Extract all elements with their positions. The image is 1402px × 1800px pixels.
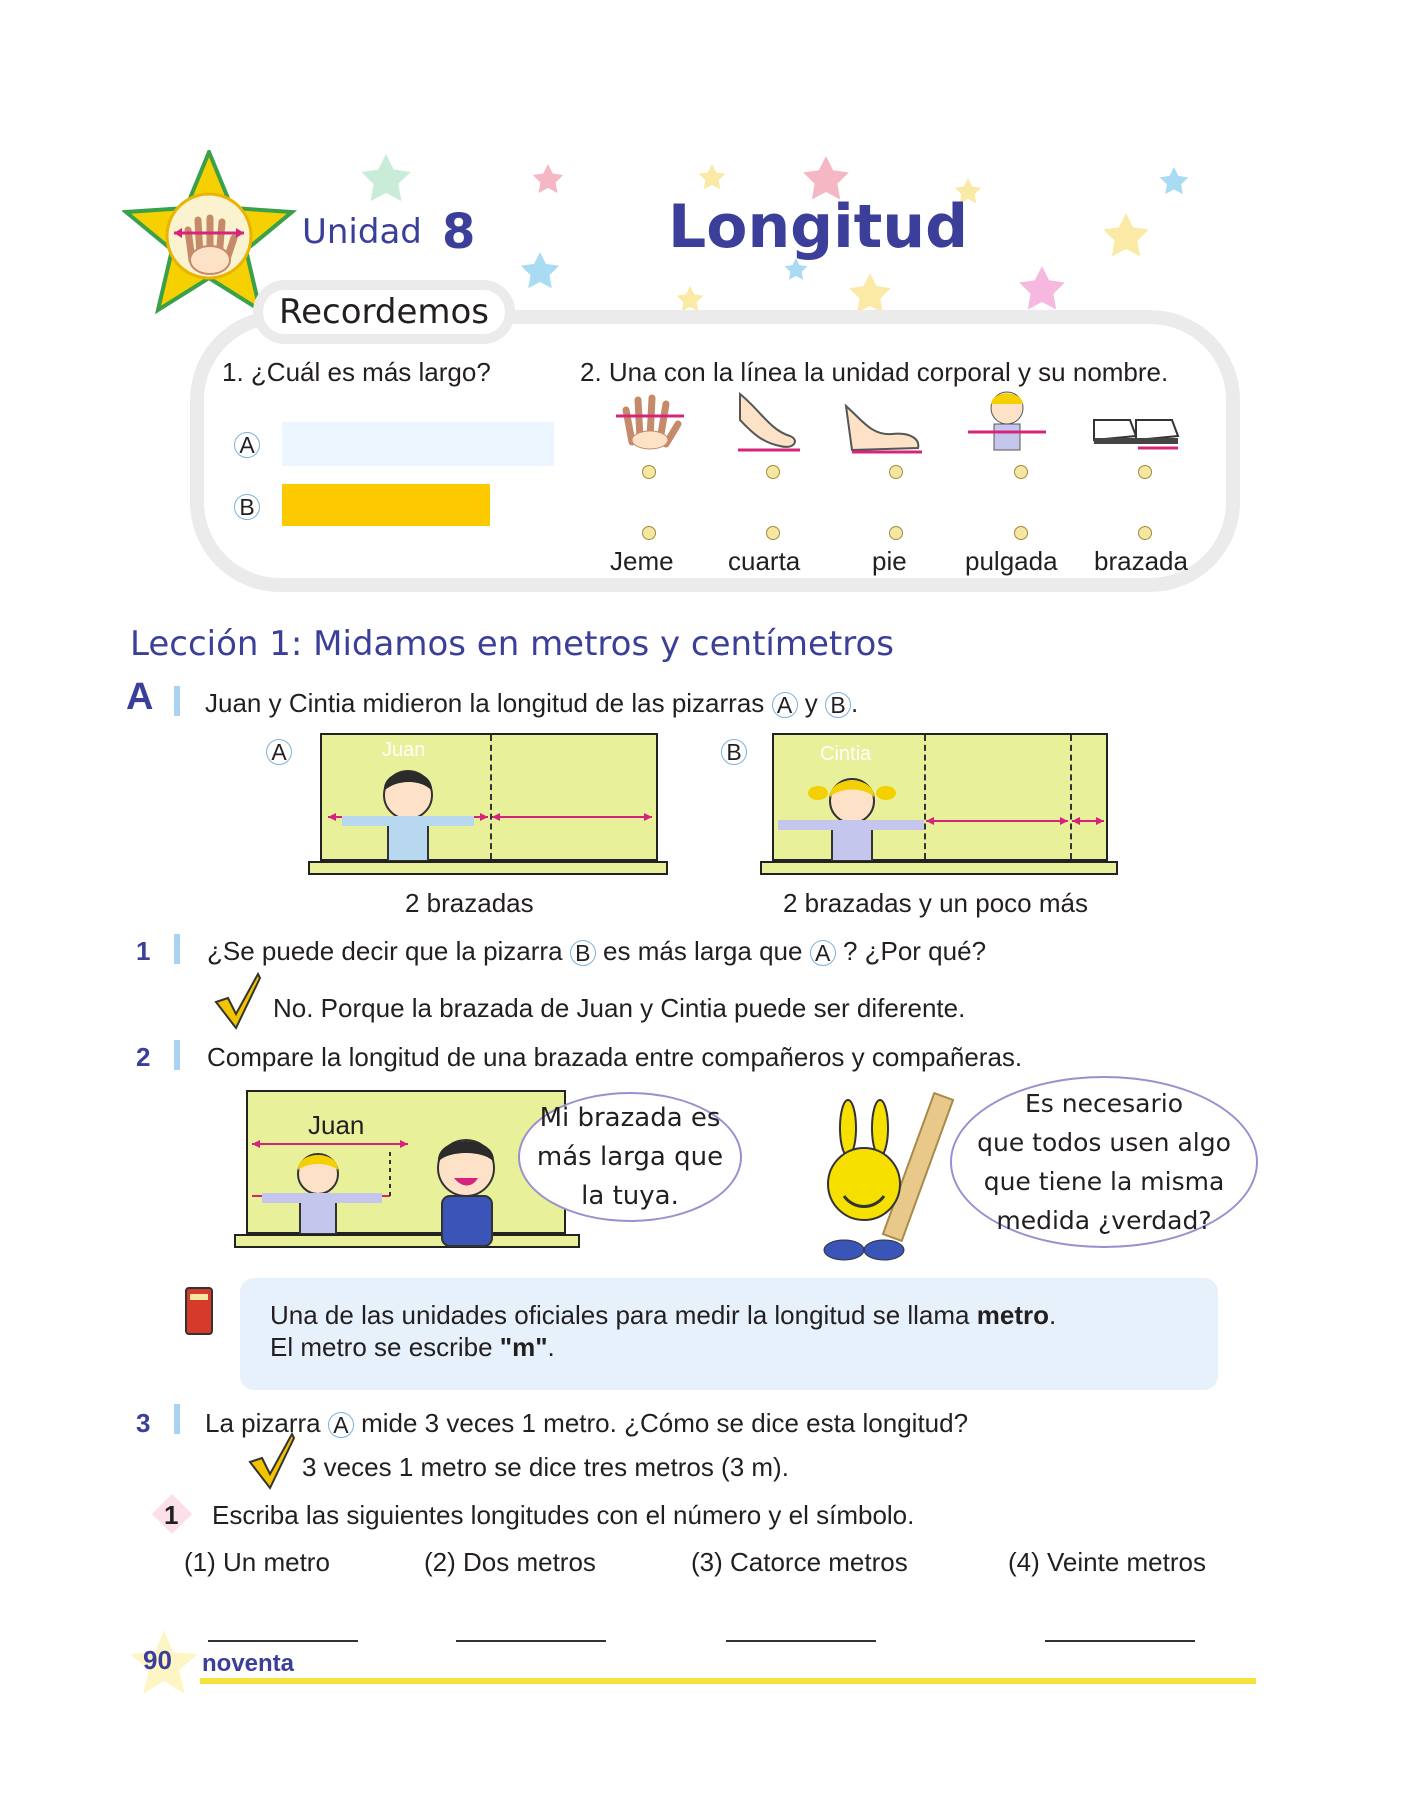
star-icon: [521, 252, 559, 288]
q2-bar: [174, 1040, 180, 1070]
q1-answer: No. Porque la brazada de Juan y Cintia puede ser diferente.: [273, 993, 966, 1023]
section-a-label: A: [126, 676, 154, 718]
answer-blank-3[interactable]: [726, 1640, 876, 1642]
bar-b: [282, 484, 490, 526]
board-b-ledge: [760, 861, 1118, 875]
q3-answer: 3 veces 1 metro se dice tres metros (3 m).: [302, 1452, 789, 1482]
match-dot[interactable]: [642, 465, 656, 479]
intro-text: [205, 688, 858, 719]
board-b: [772, 733, 1108, 861]
answer-blank-1[interactable]: [208, 1640, 358, 1642]
star-icon: [677, 286, 704, 311]
board-a-name: Juan: [382, 739, 426, 761]
name-jeme: Jeme: [610, 546, 674, 576]
board-b-caption: 2 brazadas y un poco más: [783, 888, 1088, 918]
note-line-2: [270, 1332, 555, 1363]
exercise-text: Escriba las siguientes longitudes con el número y el símbolo.: [212, 1500, 915, 1530]
exercise-number: 1: [164, 1500, 179, 1530]
note-line-1-pre: Una de las unidades oficiales para medir la longitud se llama: [270, 1300, 977, 1330]
speech-bubble-rabbit: [950, 1076, 1258, 1248]
bubble-rabbit-line: que todos usen algo: [977, 1128, 1231, 1157]
recordemos-label: Recordemos: [253, 280, 515, 344]
board-a: [320, 733, 658, 861]
board-b-name: Cintia: [820, 743, 872, 765]
q3-post: mide 3 veces 1 metro. ¿Cómo se dice esta longitud?: [361, 1408, 969, 1438]
q1-text: [207, 936, 986, 967]
note-line-1-bold: metro: [976, 1300, 1049, 1330]
board-a-badge: A: [266, 739, 292, 765]
pulgada-girl-icon: [962, 388, 1052, 454]
note-line-2-pre: El metro se escribe: [270, 1332, 500, 1362]
q3-text: [205, 1408, 968, 1439]
juan-pointing-icon: [426, 1134, 508, 1252]
board-a-ledge: [308, 861, 668, 875]
footer-line: [200, 1678, 1256, 1684]
section-bar: [174, 686, 180, 716]
board-b-badge: B: [721, 739, 747, 765]
q3-a-badge: A: [328, 1412, 354, 1438]
brazada-shoes-icon: [1090, 410, 1182, 452]
bubble-rabbit-line: que tiene la misma: [983, 1167, 1225, 1196]
answer-blank-2[interactable]: [456, 1640, 606, 1642]
bubble-boy-line: Mi brazada es: [539, 1102, 721, 1133]
note-line-2-end: .: [547, 1332, 555, 1362]
page-title: Longitud: [668, 192, 969, 262]
star-icon: [849, 273, 891, 313]
q1-number: 1: [136, 936, 151, 966]
star-icon: [1019, 266, 1065, 309]
checkmark-icon: [214, 972, 262, 1030]
note-line-1-end: .: [1049, 1300, 1057, 1330]
board-b-arrows: [774, 735, 1108, 861]
name-brazada: brazada: [1094, 546, 1188, 576]
page-number: 90: [143, 1645, 172, 1675]
unit-number: 8: [442, 204, 476, 260]
exercise-item-2: (2) Dos metros: [424, 1547, 596, 1577]
answer-blank-4[interactable]: [1045, 1640, 1195, 1642]
match-dot[interactable]: [1138, 526, 1152, 540]
exercise-item-4: (4) Veinte metros: [1008, 1547, 1206, 1577]
intro-end: .: [851, 688, 859, 718]
match-dot[interactable]: [1138, 465, 1152, 479]
intro-a-badge: A: [772, 692, 798, 718]
q1-post: ? ¿Por qué?: [842, 936, 987, 966]
star-icon: [1160, 167, 1189, 194]
exercise-item-1: (1) Un metro: [184, 1547, 330, 1577]
match-dot[interactable]: [766, 526, 780, 540]
star-icon: [699, 164, 726, 189]
intro-pre: Juan y Cintia midieron la longitud de las pizarras: [205, 688, 765, 718]
q1-a-badge: A: [810, 940, 836, 966]
book-icon: [182, 1284, 218, 1340]
bubble-boy-line: más larga que: [536, 1141, 724, 1172]
star-icon: [1103, 213, 1149, 256]
board-a-caption: 2 brazadas: [405, 888, 534, 918]
note-box: [240, 1278, 1218, 1390]
match-dot[interactable]: [766, 465, 780, 479]
option-b-badge: B: [234, 494, 260, 520]
bubble-boy-line: la tuya.: [581, 1180, 679, 1211]
note-line-1: [270, 1300, 1056, 1331]
option-a-badge: A: [234, 432, 260, 458]
rabbit-with-stick-icon: [808, 1092, 968, 1268]
review-question-2: 2. Una con la línea la unidad corporal y su nombre.: [580, 357, 1169, 387]
pie-foot-icon: [842, 400, 926, 460]
match-dot[interactable]: [889, 526, 903, 540]
star-icon: [361, 154, 410, 201]
note-line-2-bold: "m": [499, 1332, 548, 1362]
q3-pre: La pizarra: [205, 1408, 321, 1438]
lesson-title: Lección 1: Midamos en metros y centímetros: [130, 624, 894, 664]
q2-text: Compare la longitud de una brazada entre compañeros y compañeras.: [207, 1042, 1023, 1072]
bar-a: [282, 422, 554, 466]
intro-b-badge: B: [825, 692, 851, 718]
name-cuarta: cuarta: [728, 546, 801, 576]
q1-mid: es más larga que: [603, 936, 803, 966]
intro-y: y: [804, 688, 818, 718]
cuarta-hand-icon: [730, 390, 810, 460]
jeme-hand-icon: [610, 390, 690, 450]
board-c-name: Juan: [308, 1110, 365, 1140]
match-dot[interactable]: [889, 465, 903, 479]
name-pie: pie: [872, 546, 907, 576]
q1-bar: [174, 934, 180, 964]
bubble-rabbit-line: medida ¿verdad?: [996, 1206, 1212, 1235]
exercise-item-3: (3) Catorce metros: [691, 1547, 908, 1577]
checkmark-icon: [248, 1432, 296, 1490]
speech-bubble-boy: [518, 1092, 742, 1222]
page-word: noventa: [202, 1650, 295, 1677]
match-dot[interactable]: [1014, 526, 1028, 540]
q1-b-badge: B: [570, 940, 596, 966]
q3-bar: [174, 1404, 180, 1434]
unit-label: Unidad: [302, 212, 422, 252]
q2-number: 2: [136, 1042, 151, 1072]
review-question-1: 1. ¿Cuál es más largo?: [222, 357, 491, 387]
name-pulgada: pulgada: [965, 546, 1058, 576]
star-icon: [533, 164, 563, 193]
bubble-rabbit-line: Es necesario: [1025, 1089, 1183, 1118]
match-dot[interactable]: [1014, 465, 1028, 479]
board-c-ledge: [234, 1234, 580, 1248]
q1-pre: ¿Se puede decir que la pizarra: [207, 936, 563, 966]
board-a-arrows: [322, 735, 658, 861]
match-dot[interactable]: [642, 526, 656, 540]
q3-number: 3: [136, 1408, 151, 1438]
